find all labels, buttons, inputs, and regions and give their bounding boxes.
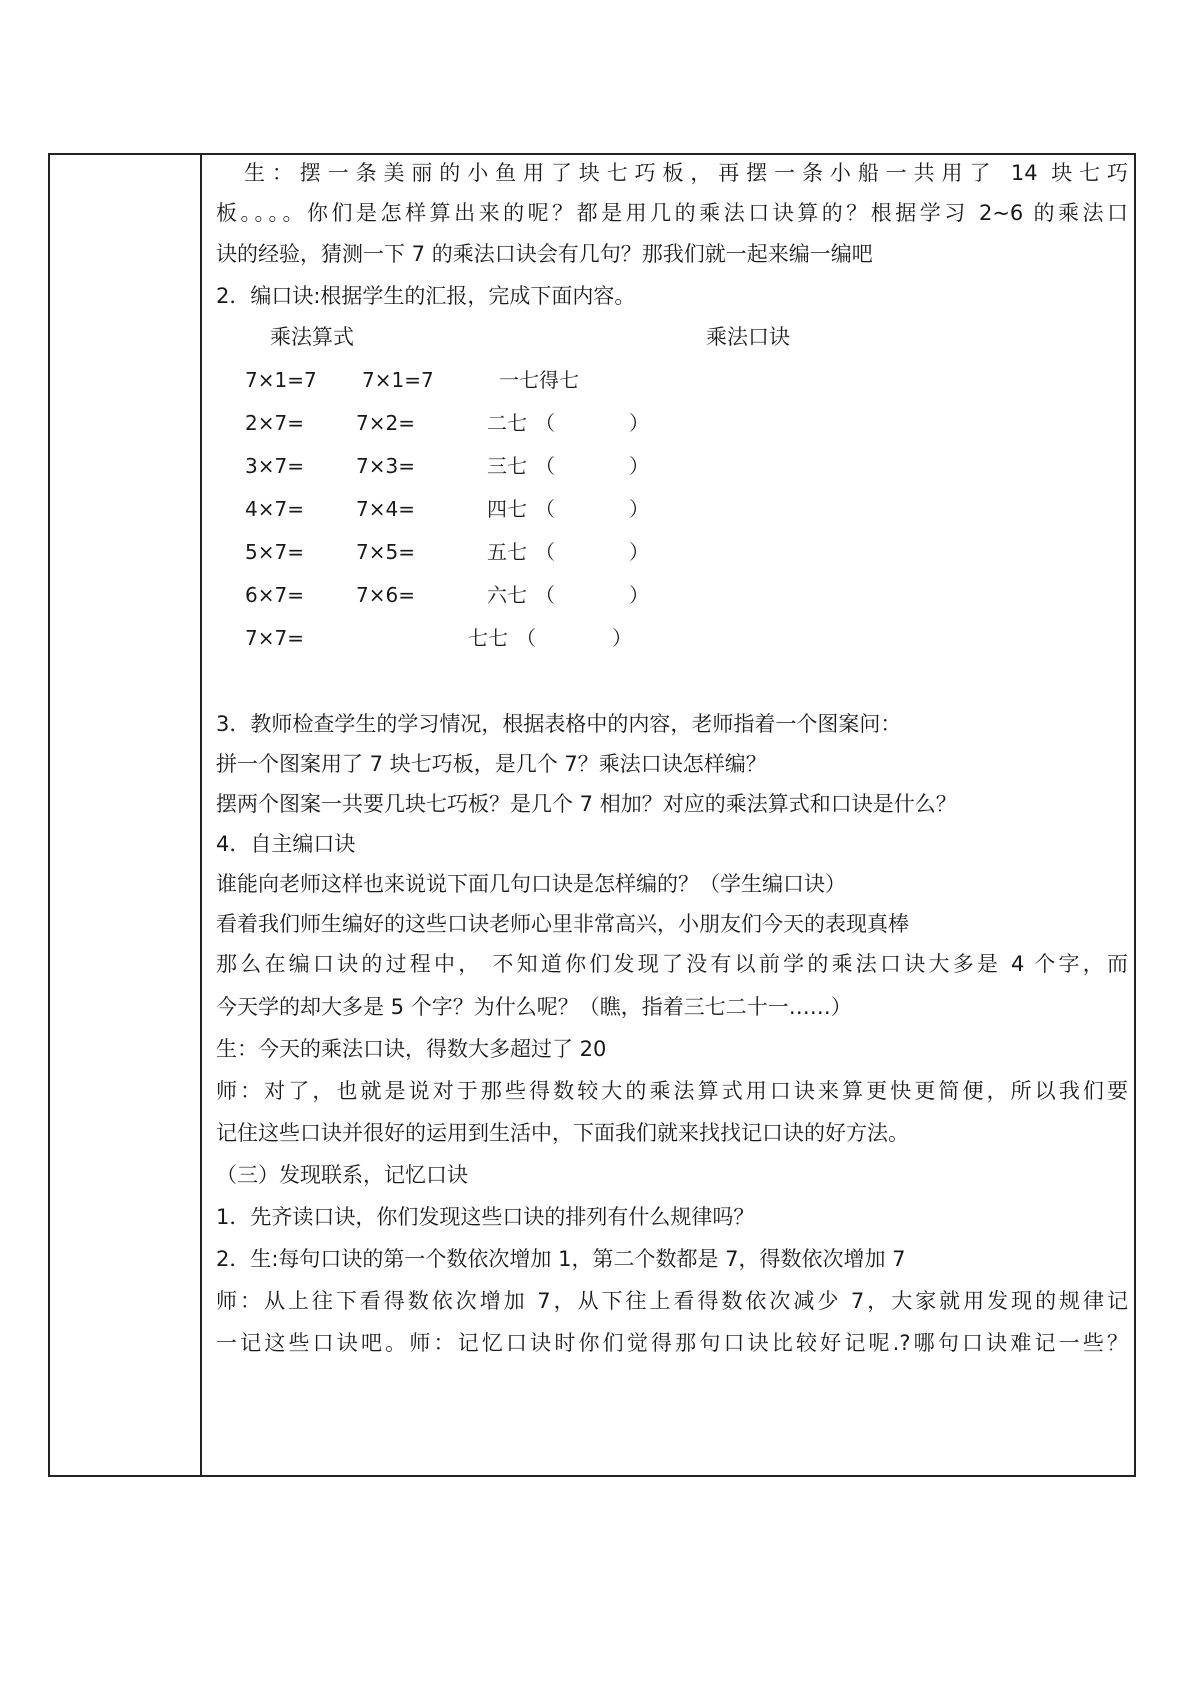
formula-cell: 5×7= xyxy=(245,540,304,564)
section-heading: 4．自主编口诀 xyxy=(216,832,356,856)
rhyme-cell: 三七 xyxy=(487,454,527,478)
blank-open-paren: （ xyxy=(535,454,555,478)
blank-close-paren: ） xyxy=(612,626,632,650)
paragraph-line: 板。。。。你们是怎样算出来的呢？都是用几的乘法口诀算的？根据学习 2~6 的乘法口 xyxy=(216,201,1128,225)
rhyme-cell: 二七 xyxy=(487,411,527,435)
blank-close-paren: ） xyxy=(629,497,649,521)
rhyme-cell: 一七得七 xyxy=(499,368,579,392)
paragraph-line: 看着我们师生编好的这些口诀老师心里非常高兴，小朋友们今天的表现真棒 xyxy=(216,912,909,936)
formula-cell: 7×4= xyxy=(356,497,415,521)
paragraph-line: 生：今天的乘法口诀，得数大多超过了 20 xyxy=(216,1037,607,1061)
blank-close-paren: ） xyxy=(629,540,649,564)
formula-cell: 4×7= xyxy=(245,497,304,521)
formula-cell: 7×3= xyxy=(356,454,415,478)
paragraph-line: 3．教师检查学生的学习情况，根据表格中的内容，老师指着一个图案问： xyxy=(216,712,902,736)
paragraph-line: 今天学的却大多是 5 个字？为什么呢？（瞧，指着三七二十一……） xyxy=(216,995,852,1019)
table-column-divider xyxy=(200,153,202,1477)
rhyme-cell: 六七 xyxy=(487,583,527,607)
paragraph-line: 师：从上往下看得数依次增加 7，从下往上看得数依次减少 7，大家就用发现的规律记 xyxy=(216,1289,1128,1313)
blank-close-paren: ） xyxy=(629,454,649,478)
formula-cell: 7×5= xyxy=(356,540,415,564)
formula-cell: 6×7= xyxy=(245,583,304,607)
blank-open-paren: （ xyxy=(516,626,536,650)
table-header-rhyme: 乘法口诀 xyxy=(706,325,790,349)
paragraph-line: 诀的经验，猜测一下 7 的乘法口诀会有几句？那我们就一起来编一编吧 xyxy=(216,242,873,266)
paragraph-line: 拼一个图案用了 7 块七巧板，是几个 7？乘法口诀怎样编？ xyxy=(216,752,767,776)
blank-close-paren: ） xyxy=(629,411,649,435)
paragraph-line: 师：对了，也就是说对于那些得数较大的乘法算式用口诀来算更快更简便，所以我们要 xyxy=(216,1079,1128,1103)
blank-open-paren: （ xyxy=(535,497,555,521)
section-heading: （三）发现联系，记忆口诀 xyxy=(216,1163,468,1187)
rhyme-cell: 四七 xyxy=(487,497,527,521)
rhyme-cell: 五七 xyxy=(487,540,527,564)
formula-cell: 3×7= xyxy=(245,454,304,478)
table-header-formula: 乘法算式 xyxy=(270,325,354,349)
formula-cell: 7×1=7 xyxy=(245,368,317,392)
formula-cell: 7×6= xyxy=(356,583,415,607)
paragraph-line: 谁能向老师这样也来说说下面几句口诀是怎样编的？（学生编口诀） xyxy=(216,872,846,896)
rhyme-cell: 七七 xyxy=(468,626,508,650)
blank-open-paren: （ xyxy=(535,411,555,435)
blank-open-paren: （ xyxy=(535,540,555,564)
blank-close-paren: ） xyxy=(629,583,649,607)
blank-open-paren: （ xyxy=(535,583,555,607)
section-heading: 2．编口诀:根据学生的汇报，完成下面内容。 xyxy=(216,284,636,308)
formula-cell: 7×7= xyxy=(245,626,304,650)
paragraph-line: 记住这些口诀并很好的运用到生活中，下面我们就来找找记口诀的好方法。 xyxy=(216,1121,909,1145)
paragraph-line: 摆两个图案一共要几块七巧板？是几个 7 相加？对应的乘法算式和口诀是什么？ xyxy=(216,792,957,816)
paragraph-line: 1．先齐读口诀，你们发现这些口诀的排列有什么规律吗？ xyxy=(216,1205,755,1229)
paragraph-line: 那么在编口诀的过程中， 不知道你们发现了没有以前学的乘法口诀大多是 4 个字，而 xyxy=(216,952,1128,976)
paragraph-line: 生：摆一条美丽的小鱼用了块七巧板，再摆一条小船一共用了 14 块七巧 xyxy=(244,161,1128,185)
formula-cell: 7×1=7 xyxy=(362,368,434,392)
formula-cell: 2×7= xyxy=(245,411,304,435)
paragraph-line: 一记这些口诀吧。师：记忆口诀时你们觉得那句口诀比较好记呢.?哪句口诀难记一些？ xyxy=(216,1331,1128,1355)
formula-cell: 7×2= xyxy=(356,411,415,435)
paragraph-line: 2．生:每句口诀的第一个数依次增加 1，第二个数都是 7，得数依次增加 7 xyxy=(216,1247,906,1271)
